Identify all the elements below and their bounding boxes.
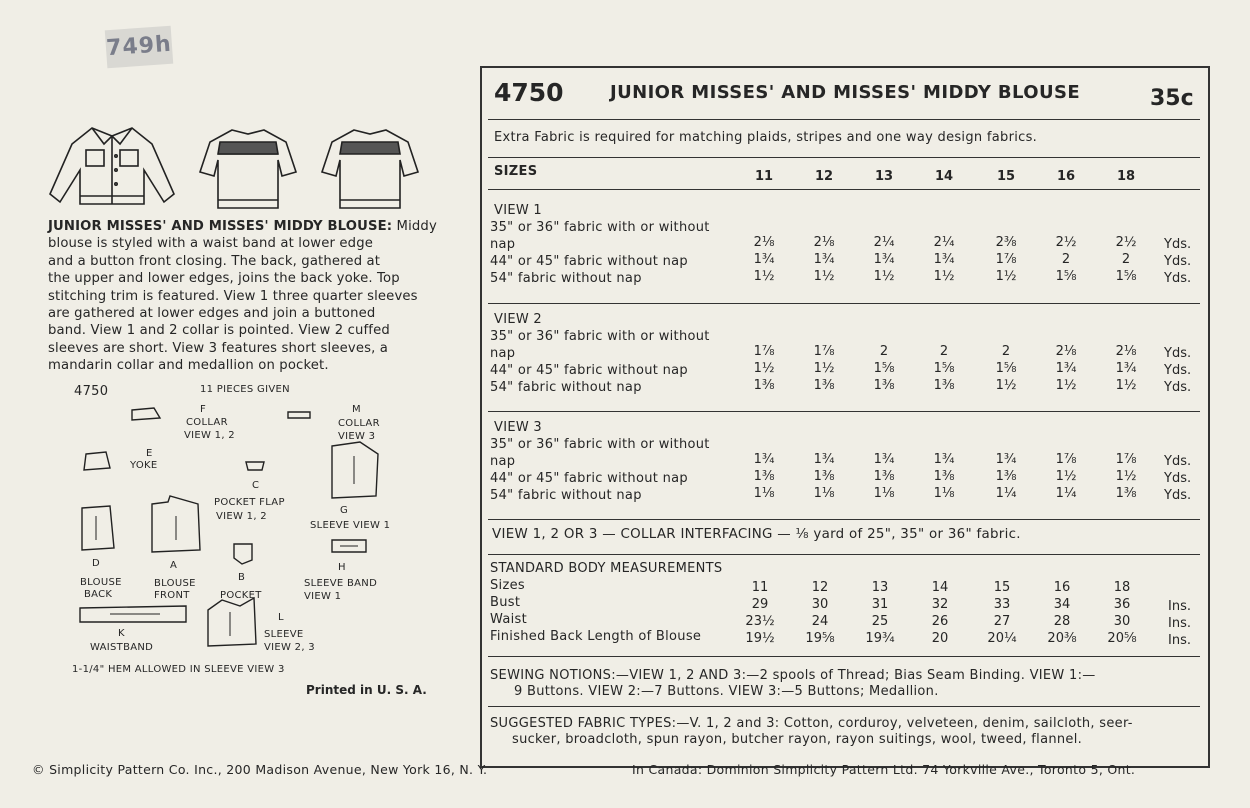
piece-m-view: VIEW 3 — [338, 431, 376, 442]
piece-g-letter: G — [340, 505, 349, 516]
description-line: are gathered at lower edges and join a buttoned — [48, 306, 376, 322]
measurement-cell: 33 — [993, 597, 1011, 612]
piece-f-letter: F — [200, 404, 207, 415]
piece-h-letter: H — [338, 562, 346, 573]
measurement-cell: 13 — [871, 580, 889, 595]
fabric-width-label: 54" fabric without nap — [490, 488, 642, 503]
yardage-cell: 2⅛ — [813, 235, 835, 250]
yardage-cell: 1⅞ — [753, 344, 775, 359]
unit-label: Yds. — [1164, 363, 1192, 378]
measurement-label: Waist — [490, 612, 527, 627]
yardage-cell: 2½ — [1055, 235, 1077, 250]
yardage-cell: 1⅝ — [873, 361, 895, 376]
unit-label: Yds. — [1164, 346, 1192, 361]
yardage-cell: 2 — [1001, 344, 1011, 359]
piece-e-label: YOKE — [130, 460, 158, 471]
yardage-cell: 1¼ — [1055, 486, 1077, 501]
divider — [488, 519, 1200, 520]
fabric-width-label: 35" or 36" fabric with or without — [490, 329, 710, 344]
yardage-cell: 2½ — [1115, 235, 1137, 250]
piece-g-label: SLEEVE VIEW 1 — [310, 520, 391, 531]
fabric-width-label: 54" fabric without nap — [490, 380, 642, 395]
yardage-cell: 1⅝ — [1055, 269, 1077, 284]
yardage-cell: 1⅜ — [813, 378, 835, 393]
hem-note: 1-1/4" HEM ALLOWED IN SLEEVE VIEW 3 — [72, 664, 285, 675]
measurement-cell: 31 — [871, 597, 889, 612]
piece-h-label: SLEEVE BAND — [304, 578, 378, 589]
yardage-cell: 1½ — [995, 269, 1017, 284]
yardage-cell: 1⅜ — [933, 469, 955, 484]
yardage-cell: 1⅞ — [813, 344, 835, 359]
yardage-cell: 1¾ — [1115, 361, 1137, 376]
yardage-cell: 1½ — [813, 361, 835, 376]
yardage-cell: 1¾ — [995, 452, 1017, 467]
view-title: VIEW 1 — [494, 203, 542, 218]
unit-label: Ins. — [1168, 599, 1191, 614]
size-header: 12 — [814, 169, 834, 184]
sizes-label: SIZES — [494, 164, 538, 179]
unit-label: Yds. — [1164, 237, 1192, 252]
fabric-width-label: 35" or 36" fabric with or without — [490, 437, 710, 452]
view-title: VIEW 2 — [494, 312, 542, 327]
yardage-cell: 1½ — [1115, 378, 1137, 393]
description-line: blouse is styled with a waist band at lower edge — [48, 236, 373, 252]
piece-d-letter: D — [92, 558, 101, 569]
yardage-cell: 2⅜ — [995, 235, 1017, 250]
yardage-cell: 1¾ — [753, 452, 775, 467]
size-header: 11 — [754, 169, 774, 184]
description-line: band. View 1 and 2 collar is pointed. View 2 cuffed — [48, 323, 390, 339]
view2-back-sketch — [196, 124, 300, 214]
notions-line-1: SEWING NOTIONS:—VIEW 1, 2 AND 3:—2 spools of Thread; Bias Seam Binding. VIEW 1:— — [490, 668, 1096, 683]
header-title: JUNIOR MISSES' AND MISSES' MIDDY BLOUSE — [610, 82, 1081, 103]
footer-canada-address: In Canada: Dominion Simplicity Pattern Ltd. 74 Yorkville Ave., Toronto 5, Ont. — [632, 762, 1136, 777]
printed-in-note: Printed in U. S. A. — [306, 683, 427, 697]
description-line: stitching trim is featured. View 1 three quarter sleeves — [48, 288, 418, 304]
measurement-cell: 19½ — [745, 631, 775, 646]
yardage-cell: 1¾ — [933, 252, 955, 267]
yardage-cell: 1⅛ — [873, 486, 895, 501]
measurement-cell: 30 — [1113, 614, 1131, 629]
yardage-cell: 1⅜ — [873, 469, 895, 484]
footer-us-address: © Simplicity Pattern Co. Inc., 200 Madison Avenue, New York 16, N. Y. — [32, 762, 488, 777]
yardage-cell: 2¼ — [873, 235, 895, 250]
measurement-cell: 12 — [811, 580, 829, 595]
piece-k-letter: K — [118, 628, 125, 639]
measurement-cell: 11 — [751, 580, 769, 595]
yardage-cell: 2⅛ — [1115, 344, 1137, 359]
piece-m-label: COLLAR — [338, 418, 380, 429]
measurement-cell: 20 — [931, 631, 949, 646]
measurement-cell: 18 — [1113, 580, 1131, 595]
yardage-cell: 1¾ — [933, 452, 955, 467]
fabric-width-label: 35" or 36" fabric with or without — [490, 220, 710, 235]
header-price: 35c — [1150, 86, 1194, 111]
unit-label: Ins. — [1168, 633, 1191, 648]
measurement-cell: 23½ — [745, 614, 775, 629]
piece-l-letter: L — [278, 612, 284, 623]
pattern-description — [48, 218, 438, 375]
description-line: and a button front closing. The back, gathered at — [48, 253, 381, 269]
yardage-cell: 2 — [939, 344, 949, 359]
piece-b-letter: B — [238, 572, 246, 583]
yardage-cell: 1⅝ — [995, 361, 1017, 376]
yardage-cell: 1⅜ — [753, 378, 775, 393]
measurements-title: STANDARD BODY MEASUREMENTS — [490, 561, 723, 576]
yardage-cell: 1½ — [753, 269, 775, 284]
yardage-cell: 1⅜ — [813, 469, 835, 484]
piece-d-view: BACK — [84, 589, 113, 600]
piece-c-label: POCKET FLAP — [214, 497, 285, 508]
measurement-label: Sizes — [490, 578, 525, 593]
unit-label: Yds. — [1164, 488, 1192, 503]
fabrics-line-2: sucker, broadcloth, spun rayon, butcher rayon, rayon suitings, wool, tweed, flannel. — [512, 732, 1083, 747]
yardage-cell: 1⅜ — [995, 469, 1017, 484]
size-header: 16 — [1056, 169, 1076, 184]
yardage-cell: 1⅜ — [753, 469, 775, 484]
collar-interfacing: VIEW 1, 2 OR 3 — COLLAR INTERFACING — ⅛ yard of 25", 35" or 36" fabric. — [492, 527, 1021, 542]
piece-l-view: VIEW 2, 3 — [264, 642, 315, 653]
size-header: 15 — [996, 169, 1016, 184]
piece-h-view: VIEW 1 — [304, 591, 342, 602]
yardage-cell: 2⅛ — [1055, 344, 1077, 359]
divider — [488, 189, 1200, 190]
fabrics-line-1: SUGGESTED FABRIC TYPES:—V. 1, 2 and 3: Cotton, corduroy, velveteen, denim, sailcloth, seer- — [490, 716, 1133, 731]
description-line: mandarin collar and medallion on pocket. — [48, 358, 329, 374]
yardage-cell: 2 — [1121, 252, 1131, 267]
description-line: the upper and lower edges, joins the back yoke. Top — [48, 271, 400, 287]
yardage-cell: 1½ — [1115, 469, 1137, 484]
yardage-cell: 2 — [879, 344, 889, 359]
header-pattern-number: 4750 — [494, 78, 564, 107]
piece-f-label: COLLAR — [186, 417, 228, 428]
piece-b-label: POCKET — [220, 590, 262, 601]
yardage-cell: 1⅜ — [933, 378, 955, 393]
description-heading: JUNIOR MISSES' AND MISSES' MIDDY BLOUSE: — [48, 219, 393, 234]
divider — [488, 554, 1200, 555]
divider — [488, 656, 1200, 657]
pieces-pattern-number: 4750 — [74, 384, 109, 399]
notions-line-2: 9 Buttons. VIEW 2:—7 Buttons. VIEW 3:—5 Buttons; Medallion. — [514, 684, 939, 699]
size-header: 13 — [874, 169, 894, 184]
yardage-cell: 1¼ — [995, 486, 1017, 501]
measurement-cell: 24 — [811, 614, 829, 629]
measurement-cell: 32 — [931, 597, 949, 612]
piece-c-view: VIEW 1, 2 — [216, 511, 267, 522]
size-header: 18 — [1116, 169, 1136, 184]
yardage-cell: 1⅝ — [933, 361, 955, 376]
fabric-width-label: 54" fabric without nap — [490, 271, 642, 286]
description-line: Middy — [392, 219, 437, 234]
yardage-cell: 2¼ — [933, 235, 955, 250]
piece-a-view: FRONT — [154, 590, 190, 601]
measurement-cell: 14 — [931, 580, 949, 595]
fabric-width-label: 44" or 45" fabric without nap — [490, 254, 688, 269]
measurement-cell: 19⅝ — [805, 631, 835, 646]
piece-m-letter: M — [352, 404, 361, 415]
yardage-cell: 1¾ — [873, 452, 895, 467]
measurement-cell: 30 — [811, 597, 829, 612]
piece-k-label: WAISTBAND — [90, 642, 154, 653]
yardage-cell: 1⅛ — [933, 486, 955, 501]
measurement-cell: 20⅝ — [1107, 631, 1137, 646]
fabric-width-label: 44" or 45" fabric without nap — [490, 363, 688, 378]
measurement-cell: 15 — [993, 580, 1011, 595]
measurement-cell: 36 — [1113, 597, 1131, 612]
divider — [488, 411, 1200, 412]
yardage-cell: 1⅞ — [1055, 452, 1077, 467]
measurement-cell: 29 — [751, 597, 769, 612]
yardage-cell: 1⅛ — [813, 486, 835, 501]
unit-label: Yds. — [1164, 254, 1192, 269]
measurement-cell: 34 — [1053, 597, 1071, 612]
yardage-cell: 1½ — [933, 269, 955, 284]
measurement-cell: 28 — [1053, 614, 1071, 629]
yardage-cell: 2 — [1061, 252, 1071, 267]
view-title: VIEW 3 — [494, 420, 542, 435]
piece-f-view: VIEW 1, 2 — [184, 430, 235, 441]
piece-c-letter: C — [252, 480, 260, 491]
divider — [488, 303, 1200, 304]
measurement-label: Bust — [490, 595, 521, 610]
measurement-cell: 25 — [871, 614, 889, 629]
fabric-width-label-cont: nap — [490, 237, 516, 252]
yardage-cell: 1⅜ — [873, 378, 895, 393]
yardage-cell: 1⅝ — [1115, 269, 1137, 284]
divider — [488, 157, 1200, 158]
measurement-label: Finished Back Length of Blouse — [490, 629, 702, 644]
unit-label: Yds. — [1164, 380, 1192, 395]
pieces-count: 11 PIECES GIVEN — [200, 384, 290, 395]
measurement-cell: 20⅜ — [1047, 631, 1077, 646]
yardage-cell: 1¾ — [813, 452, 835, 467]
yardage-cell: 1⅞ — [1115, 452, 1137, 467]
yardage-cell: 1¾ — [813, 252, 835, 267]
handwritten-stamp: 749h — [105, 26, 173, 69]
unit-label: Yds. — [1164, 454, 1192, 469]
extra-fabric-note: Extra Fabric is required for matching plaids, stripes and one way design fabrics. — [494, 130, 1038, 145]
size-header: 14 — [934, 169, 954, 184]
piece-d-label: BLOUSE — [80, 577, 122, 588]
yardage-cell: 1¾ — [753, 252, 775, 267]
fabric-width-label-cont: nap — [490, 454, 516, 469]
yardage-cell: 1¾ — [873, 252, 895, 267]
yardage-cell: 1½ — [995, 378, 1017, 393]
measurement-cell: 16 — [1053, 580, 1071, 595]
piece-a-letter: A — [170, 560, 178, 571]
yardage-cell: 1½ — [1055, 378, 1077, 393]
piece-a-label: BLOUSE — [154, 578, 196, 589]
description-line: sleeves are short. View 3 features short sleeves, a — [48, 340, 389, 356]
piece-e-letter: E — [146, 448, 153, 459]
yardage-cell: 1⅞ — [995, 252, 1017, 267]
yardage-cell: 1½ — [813, 269, 835, 284]
view1-jacket-sketch — [44, 122, 180, 210]
piece-l-label: SLEEVE — [264, 629, 304, 640]
yardage-cell: 1½ — [1055, 469, 1077, 484]
yardage-cell: 1⅜ — [1115, 486, 1137, 501]
measurement-cell: 26 — [931, 614, 949, 629]
yardage-cell: 1½ — [873, 269, 895, 284]
unit-label: Ins. — [1168, 616, 1191, 631]
divider — [488, 706, 1200, 707]
fabric-width-label: 44" or 45" fabric without nap — [490, 471, 688, 486]
measurement-cell: 20¼ — [987, 631, 1017, 646]
divider — [488, 119, 1200, 120]
yardage-cell: 1½ — [753, 361, 775, 376]
yardage-cell: 1¾ — [1055, 361, 1077, 376]
unit-label: Yds. — [1164, 471, 1192, 486]
measurement-cell: 19¾ — [865, 631, 895, 646]
view3-back-sketch — [318, 124, 422, 214]
fabric-width-label-cont: nap — [490, 346, 516, 361]
yardage-cell: 1⅛ — [753, 486, 775, 501]
measurement-cell: 27 — [993, 614, 1011, 629]
unit-label: Yds. — [1164, 271, 1192, 286]
yardage-cell: 2⅛ — [753, 235, 775, 250]
